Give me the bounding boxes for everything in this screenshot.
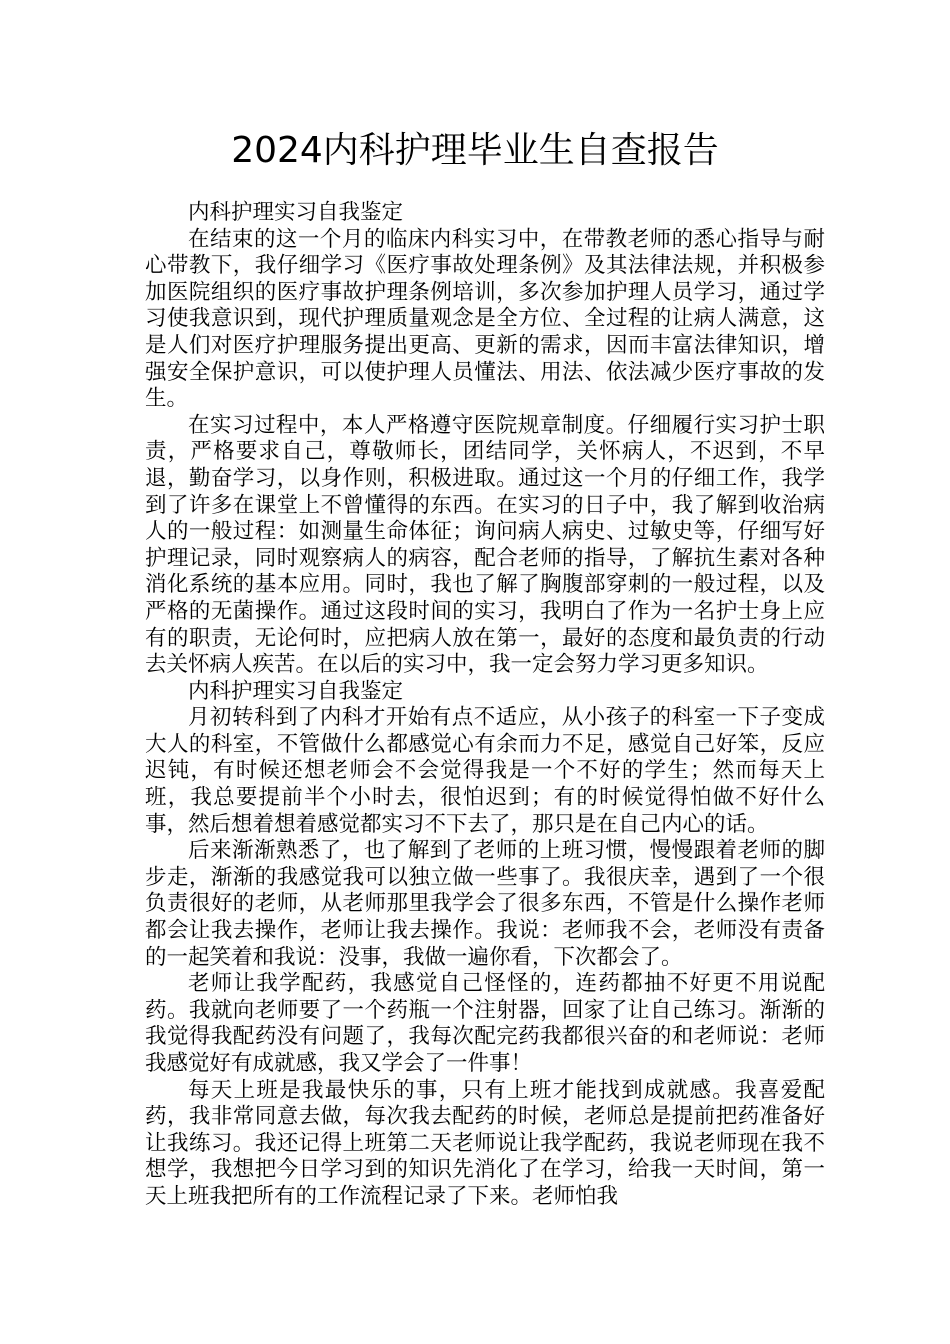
body-paragraph: 在结束的这一个月的临床内科实习中，在带教老师的悉心指导与耐心带教下，我仔细学习《医疗事故处理条例》及其法律法规，并积极参加医院组织的医疗事故护理条例培训，多次参加护理人员学习，通过学习使我意识到，现代护理质量观念是全方位、全过程的让病人满意，这是人们对医疗护理服务提出更高、更新的需求，因而丰富法律知识，增强安全保护意识，可以使护理人员懂法、用法、依法减少医疗事故的发生。 <box>145 226 825 412</box>
document-body <box>145 200 825 1211</box>
section-heading: 内科护理实习自我鉴定 <box>188 678 404 704</box>
body-paragraph: 月初转科到了内科才开始有点不适应，从小孩子的科室一下子变成大人的科室，不管做什么都感觉心有余而力不足，感觉自己好笨，反应迟钝，有时候还想老师会不会觉得我是一个不好的学生；然而每天上班，我总要提前半个小时去，很怕迟到；有的时候觉得怕做不好什么事，然后想着想着感觉都实习不下去了，那只是在自己内心的话。 <box>145 705 825 837</box>
body-paragraph: 每天上班是我最快乐的事，只有上班才能找到成就感。我喜爱配药，我非常同意去做，每次我去配药的时候，老师总是提前把药准备好让我练习。我还记得上班第二天老师说让我学配药，我说老师现在我不想学，我想把今日学习到的知识先消化了在学习，给我一天时间，第一天上班我把所有的工作流程记录了下来。老师怕我 <box>145 1077 825 1209</box>
document-title: 2024内科护理毕业生自查报告 <box>231 130 719 171</box>
body-paragraph: 在实习过程中，本人严格遵守医院规章制度。仔细履行实习护士职责，严格要求自己，尊敬师长，团结同学，关怀病人，不迟到，不早退，勤奋学习，以身作则，积极进取。通过这一个月的仔细工作，我学到了许多在课堂上不曾懂得的东西。在实习的日子中，我了解到收治病人的一般过程：如测量生命体征；询问病人病史、过敏史等，仔细写好护理记录，同时观察病人的病容，配合老师的指导，了解抗生素对各种消化系统的基本应用。同时，我也了解了胸腹部穿刺的一般过程，以及严格的无菌操作。通过这段时间的实习，我明白了作为一名护士身上应有的职责，无论何时，应把病人放在第一，最好的态度和最负责的行动去关怀病人疾苦。在以后的实习中，我一定会努力学习更多知识。 <box>145 412 825 678</box>
section-heading: 内科护理实习自我鉴定 <box>188 200 404 225</box>
body-paragraph: 老师让我学配药，我感觉自己怪怪的，连药都抽不好更不用说配药。我就向老师要了一个药瓶一个注射器，回家了让自己练习。渐渐的我觉得我配药没有问题了，我每次配完药我都很兴奋的和老师说：老师我感觉好有成就感，我又学会了一件事！ <box>145 971 825 1076</box>
body-paragraph: 后来渐渐熟悉了，也了解到了老师的上班习惯，慢慢跟着老师的脚步走，渐渐的我感觉我可以独立做一些事了。我很庆幸，遇到了一个很负责很好的老师，从老师那里我学会了很多东西，不管是什么操作老师都会让我去操作，老师让我去操作。我说：老师我不会，老师没有责备的一起笑着和我说：没事，我做一遍你看，下次都会了。 <box>145 838 825 970</box>
